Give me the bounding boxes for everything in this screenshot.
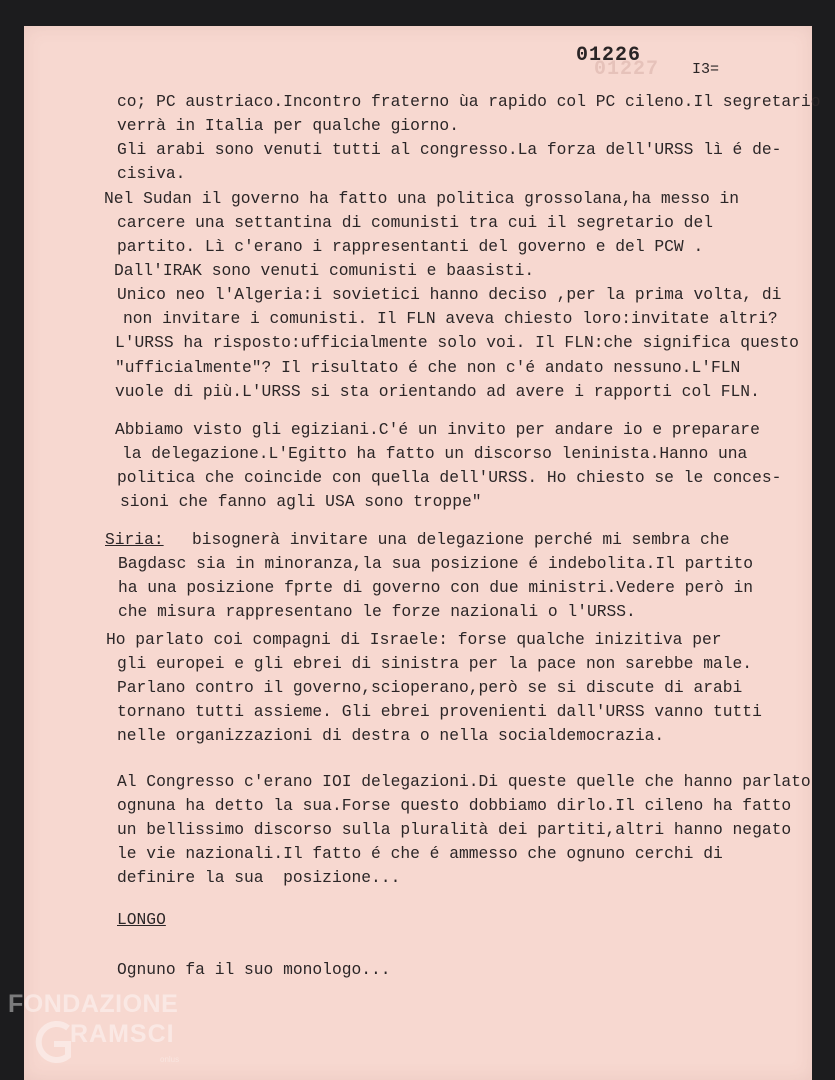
page-number: I3= <box>692 61 720 78</box>
text-line: definire la sua posizione... <box>117 868 401 887</box>
text-line: tornano tutti assieme. Gli ebrei provenienti dall'URSS vanno tutti <box>117 702 762 721</box>
text-line: Parlano contro il governo,scioperano,però se si discute di arabi <box>117 678 743 697</box>
text-line: bisognerà invitare una delegazione perché mi sembra che <box>192 530 730 549</box>
text-line: Dall'IRAK sono venuti comunisti e baasisti. <box>114 261 535 280</box>
text-line: non invitare i comunisti. Il FLN aveva chiesto loro:invitate altri? <box>123 309 778 328</box>
text-line: Ognuno fa il suo monologo... <box>117 960 391 979</box>
text-line: che misura rappresentano le forze nazionali o l'URSS. <box>118 602 636 621</box>
text-line: Bagdasc sia in minoranza,la sua posizione é indebolita.Il partito <box>118 554 754 573</box>
text-line: ognuna ha detto la sua.Forse questo dobbiamo dirlo.Il cileno ha fatto <box>117 796 792 815</box>
text-line: la delegazione.L'Egitto ha fatto un discorso leninista.Hanno una <box>122 444 748 463</box>
text-line: ha una posizione fprte di governo con due ministri.Vedere però in <box>118 578 754 597</box>
bleed-through-text: 01227 <box>594 58 660 81</box>
watermark-line3: onlus <box>160 1055 180 1064</box>
text-line: politica che coincide con quella dell'URSS. Ho chiesto se le conces- <box>117 468 782 487</box>
text-line: nelle organizzazioni di destra o nella socialdemocrazia. <box>117 726 665 745</box>
speaker-heading: LONGO <box>117 910 166 929</box>
document-number: 01226 <box>576 44 642 67</box>
text-line: vuole di più.L'URSS si sta orientando ad avere i rapporti col FLN. <box>115 382 760 401</box>
text-line: Gli arabi sono venuti tutti al congresso.La forza dell'URSS lì é de- <box>117 140 782 159</box>
text-line: gli europei e gli ebrei di sinistra per la pace non sarebbe male. <box>117 654 753 673</box>
fondazione-gramsci-watermark <box>0 984 200 1080</box>
text-line: Unico neo l'Algeria:i sovietici hanno deciso ,per la prima volta, di <box>117 285 782 304</box>
watermark-line1: FONDAZIONE <box>8 990 179 1018</box>
text-line: le vie nazionali.Il fatto é che é ammesso che ognuno cerchi di <box>117 844 723 863</box>
text-line: co; PC austriaco.Incontro fraterno ùa rapido col PC cileno.Il segretario <box>117 92 821 111</box>
text-line: un bellissimo discorso sulla pluralità dei partiti,altri hanno negato <box>117 820 792 839</box>
section-heading: Siria: <box>105 530 164 549</box>
text-line: Nel Sudan il governo ha fatto una politica grossolana,ha messo in <box>104 189 740 208</box>
watermark-line2: RAMSCI <box>70 1020 175 1048</box>
text-line: Al Congresso c'erano IOI delegazioni.Di queste quelle che hanno parlato <box>117 772 811 791</box>
text-line: Ho parlato coi compagni di Israele: forse qualche inizitiva per <box>106 630 722 649</box>
text-line: cisiva. <box>117 164 186 183</box>
text-line: sioni che fanno agli USA sono troppe" <box>120 492 482 511</box>
text-line: verrà in Italia per qualche giorno. <box>117 116 459 135</box>
document-page <box>24 26 821 1080</box>
text-line: carcere una settantina di comunisti tra cui il segretario del <box>117 213 713 232</box>
text-line: "ufficialmente"? Il risultato é che non c'é andato nessuno.L'FLN <box>115 358 741 377</box>
text-line: L'URSS ha risposto:ufficialmente solo voi. Il FLN:che significa questo <box>115 333 799 352</box>
text-line: partito. Lì c'erano i rappresentanti del governo e del PCW . <box>117 237 704 256</box>
text-line: Abbiamo visto gli egiziani.C'é un invito per andare io e preparare <box>115 420 760 439</box>
gramsci-g-logo-icon <box>32 1016 72 1066</box>
